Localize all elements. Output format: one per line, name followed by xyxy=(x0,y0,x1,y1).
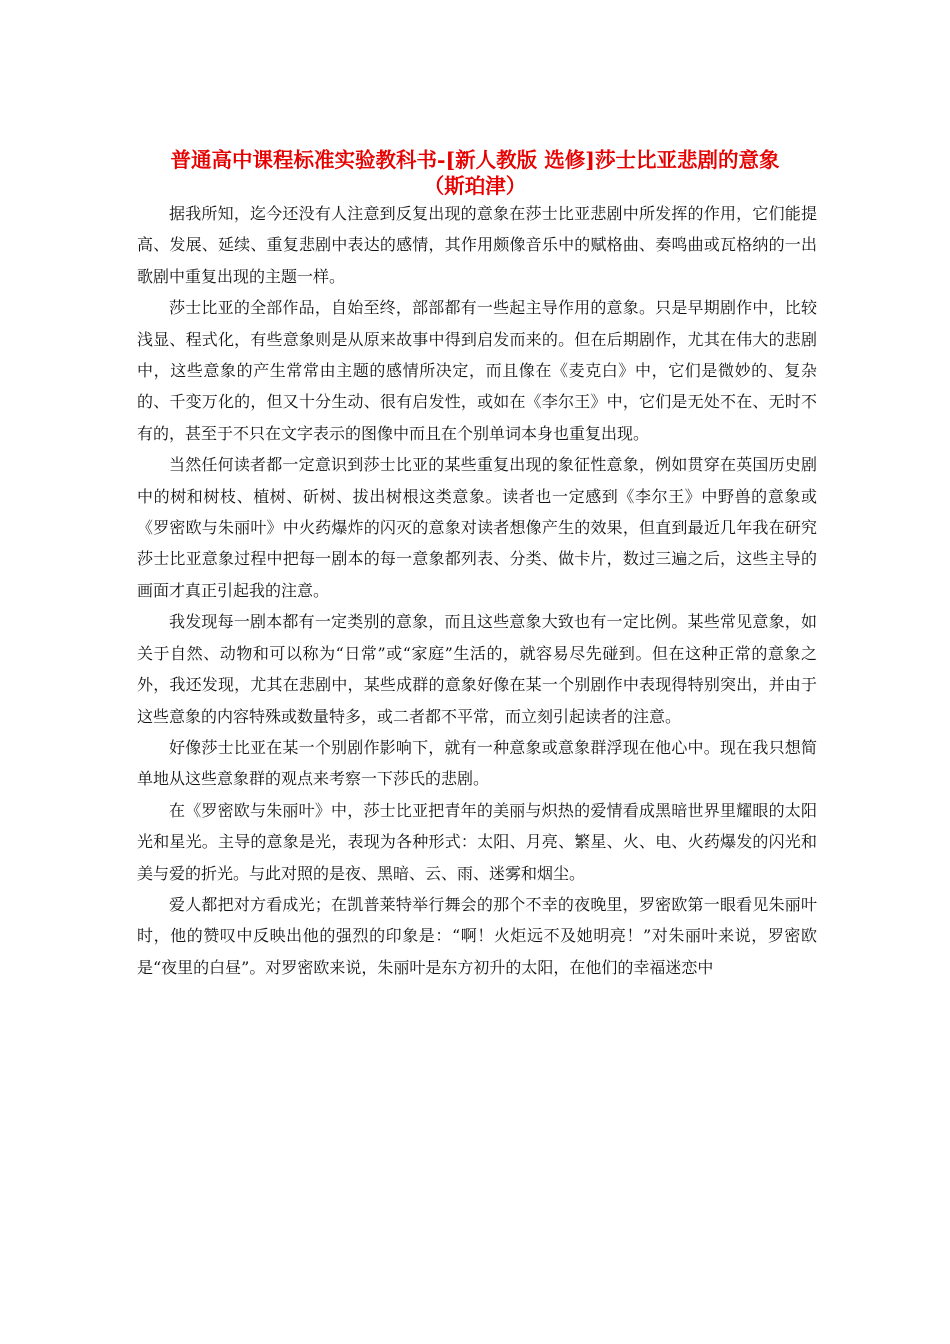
document-body xyxy=(137,198,817,983)
paragraph-7: 爱人都把对方看成光；在凯普莱特举行舞会的那个不幸的夜晚里，罗密欧第一眼看见朱丽叶时，他的赞叹中反映出他的强烈的印象是：“啊！火炬远不及她明亮！”对朱丽叶来说，罗密欧是“夜里的白昼”。对罗密欧来说，朱丽叶是东方初升的太阳，在他们的幸福迷恋中 xyxy=(137,894,817,977)
paragraph-3: 当然任何读者都一定意识到莎士比亚的某些重复出现的象征性意象，例如贯穿在英国历史剧中的树和树枝、植树、斫树、拔出树根这类意象。读者也一定感到《李尔王》中野兽的意象或《罗密欧与朱丽叶》中火药爆炸的闪灭的意象对读者想像产生的效果，但直到最近几年我在研究莎士比亚意象过程中把每一剧本的每一意象都列表、分类、做卡片，数过三遍之后，这些主导的画面才真正引起我的注意。 xyxy=(137,455,817,600)
paragraph-6: 在《罗密欧与朱丽叶》中，莎士比亚把青年的美丽与炽热的爱情看成黑暗世界里耀眼的太阳光和星光。主导的意象是光，表现为各种形式：太阳、月亮、繁星、火、电、火药爆发的闪光和美与爱的折光。与此对照的是夜、黑暗、云、雨、迷雾和烟尘。 xyxy=(137,800,817,883)
paragraph-5: 好像莎士比亚在某一个别剧作影响下，就有一种意象或意象群浮现在他心中。现在我只想简单地从这些意象群的观点来考察一下莎氏的悲剧。 xyxy=(137,737,817,789)
title-line-author: （斯珀津） xyxy=(423,174,527,198)
paragraph-4: 我发现每一剧本都有一定类别的意象，而且这些意象大致也有一定比例。某些常见意象，如关于自然、动物和可以称为“日常”或“家庭”生活的，就容易尽先碰到。但在这种正常的意象之外，我还发现，尤其在悲剧中，某些成群的意象好像在某一个别剧作中表现得特别突出，并由于这些意象的内容特殊或数量特多，或二者都不平常，而立刻引起读者的注意。 xyxy=(137,612,817,726)
paragraph-1: 据我所知，迄今还没有人注意到反复出现的意象在莎士比亚悲剧中所发挥的作用，它们能提高、发展、延续、重复悲剧中表达的感情，其作用颇像音乐中的赋格曲、奏鸣曲或瓦格纳的一出歌剧中重复出现的主题一样。 xyxy=(137,204,817,286)
paragraph-2: 莎士比亚的全部作品，自始至终，部部都有一些起主导作用的意象。只是早期剧作中，比较浅显、程式化，有些意象则是从原来故事中得到启发而来的。但在后期剧作，尤其在伟大的悲剧中，这些意象的产生常常由主题的感情所决定，而且像在《麦克白》中，它们是微妙的、复杂的、千变万化的，但又十分生动、很有启发性，或如在《李尔王》中，它们是无处不在、无时不有的，甚至于不只在文字表示的图像中而且在个别单词本身也重复出现。 xyxy=(137,298,817,443)
document-title xyxy=(120,147,830,199)
title-line-main: 普通高中课程标准实验教科书-[新人教版 选修]莎士比亚悲剧的意象 xyxy=(170,148,780,172)
